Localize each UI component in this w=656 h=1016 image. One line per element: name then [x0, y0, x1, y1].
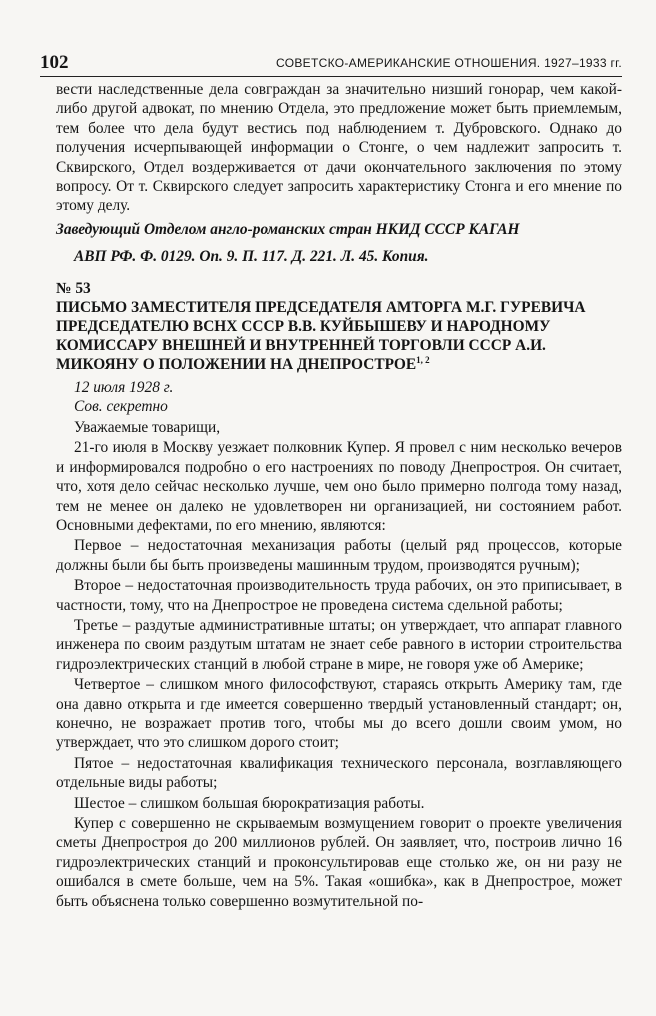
- running-title: СОВЕТСКО-АМЕРИКАНСКИЕ ОТНОШЕНИЯ. 1927–1933 гг.: [276, 56, 622, 70]
- continuation-paragraph: вести наследственные дела совграждан за значительно низший гонорар, чем какой-либо другой адвокат, по мнению Отдела, это предложение может быть приемлемым, тем более что дела будут вестись под наблюдением т. Дубровского. Однако до получения исчерпывающей информации о Стонге, о чем надлежит запросить т. Сквирского, Отдел воздерживается от дачи окончательного заключения по этому вопросу. От т. Сквирского следует запросить характеристику Стонга и его мнение по этому делу.: [56, 81, 622, 215]
- document-title: [56, 298, 622, 374]
- body-paragraph: 21-го июля в Москву уезжает полковник Купер. Я провел с ним несколько вечеров и информировался подробно о его настроениях по поводу Днепростроя. Он считает, что, хотя дело сейчас несколько лучше, чем оно было примерно полгода тому назад, тем не менее он далеко не удовлетворен ни организацией, ни состоянием работ. Основными дефектами, по его мнению, являются:: [56, 439, 622, 534]
- body-paragraph: Первое – недостаточная механизация работы (целый ряд процессов, которые должны были бы быть произведены машинным трудом, производятся ручным);: [56, 537, 622, 574]
- header-rule: [40, 76, 622, 77]
- greeting: Уважаемые товарищи,: [74, 418, 221, 436]
- page-content: [56, 80, 622, 911]
- classification-mark: Сов. секретно: [74, 398, 168, 416]
- document-date: 12 июля 1928 г.: [74, 379, 174, 397]
- body-paragraph: Пятое – недостаточная квалификация технического персонала, возглавляющего отдельные виды работы;: [56, 754, 622, 792]
- document-title-text: ПИСЬМО ЗАМЕСТИТЕЛЯ ПРЕДСЕДАТЕЛЯ АМТОРГА М.Г. ГУРЕВИЧА ПРЕДСЕДАТЕЛЮ ВСНХ СССР В.В. КУЙБЫШЕВУ И НАРОДНОМУ КОМИССАРУ ВНЕШНЕЙ И ВНУТРЕННЕЙ ТОРГОВЛИ СССР А.И. МИКОЯНУ О ПОЛОЖЕНИИ НА ДНЕПРОСТРОЕ: [56, 299, 586, 374]
- signature-line: Заведующий Отделом англо-романских стран НКИД СССР КАГАН: [56, 220, 520, 238]
- page-header: [40, 52, 622, 76]
- page-number: 102: [40, 52, 69, 73]
- archive-reference: АВП РФ. Ф. 0129. Оп. 9. П. 117. Д. 221. Л. 45. Копия.: [74, 248, 429, 266]
- title-footnote-refs: 1, 2: [416, 354, 430, 365]
- body-paragraph: Купер с совершенно не скрываемым возмущением говорит о проекте увеличения сметы Днепростроя до 200 миллионов рублей. Он заявляет, что, построив лично 16 гидроэлектрических станций и проконсультировав еще столько же, он ни разу не ошибался в смете больше, чем на 5%. Такая «ошибка», как в Днепрострое, может быть объяснена только совершенно возмутительной по-: [56, 815, 622, 910]
- body-paragraph: Четвертое – слишком много философствуют, стараясь открыть Америку там, где она давно открыта и где имеется совершенно твердый установленный стандарт; он, конечно, не возражает против того, чтобы мы до всего дошли своим умом, но утверждает, что это слишком дорого стоит;: [56, 676, 622, 752]
- body-paragraph: Шестое – слишком большая бюрократизация работы.: [74, 794, 425, 812]
- document-number: № 53: [56, 279, 91, 297]
- body-paragraph: Второе – недостаточная производительность труда рабочих, он это приписывает, в частности, тому, что на Днепрострое не проведена система сдельной работы;: [56, 577, 622, 614]
- body-paragraph: Третье – раздутые административные штаты; он утверждает, что аппарат главного инженера по своим раздутым штатам не знает себе равного в истории строительства гидроэлектрических станций в любой стране в мире, не говоря уже об Америке;: [56, 616, 622, 673]
